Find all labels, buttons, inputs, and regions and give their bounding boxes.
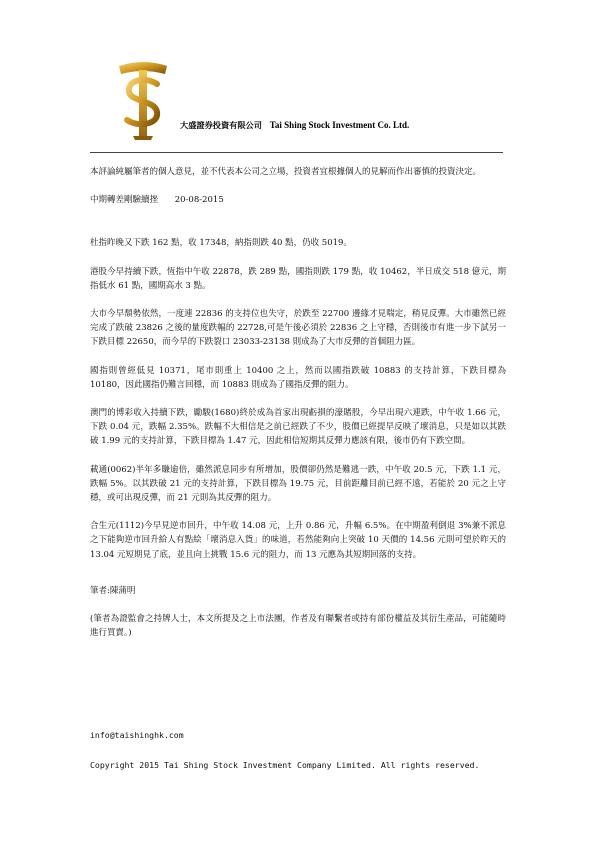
paragraph-dow: 杜指昨晚又下跌 162 點，收 17348，納指則跌 40 點，仍收 5019。 — [90, 238, 352, 249]
disclaimer-top: 本評論純屬筆者的個人意見，並不代表本公司之立場，投資者宜根據個人的見解而作出審慎的投資決定。 — [90, 167, 482, 177]
paragraph-kmb: 載通(0062)半年多賺逾倍，雖然派息同步有所增加，股價卻仍然是難逃一跌，中午收 20.5 元，下跌 1.1 元，跌幅 5%。以其跌破 21 元的支持計算，下跌目標為 19.75 元，目前距離目前已經不遠，若能於 20 元之上守穩，或可出現反彈，而 21 元則為其反彈的阻力。 — [90, 464, 506, 504]
article-date: 20-08-2015 — [174, 195, 224, 206]
author-line: 筆者:陳蒲明 — [90, 585, 136, 596]
article-body — [90, 165, 506, 654]
paragraph-biostime: 合生元(1112)今早見逆市回升，中午收 14.08 元，上升 0.86 元，升幅 6.5%。在中期盈利倒退 3%兼不派息之下能夠逆市回升給人有點絵「壞消息入貨」的味道，若然能夠向上突破 10 天價的 14.56 元則可望於昨天的 13.04 元短期見了底，並且向上挑戰 15.6 元的阻力，而 13 元應為其短期回落的支持。 — [90, 521, 506, 560]
contact-email[interactable]: info@taishinghk.com — [90, 730, 184, 740]
company-name-en: Tai Shing Stock Investment Co. Ltd. — [269, 120, 410, 130]
article-heading — [90, 193, 506, 207]
paragraph-hsi-midday: 港股今早持續下跌，恆指中午收 22878，跌 289 點，國指則跌 179 點，收 10462，半日成交 518 億元，期指低水 61 點，國期高水 3 點。 — [90, 266, 506, 291]
company-logo — [117, 60, 169, 142]
disclosure-note: (筆者為證監會之持牌人士，本文所提及之上市法團，作者及有聯繫者或持有部份權益及其衍生產品，可能隨時進行買賣。) — [90, 614, 506, 639]
company-name — [180, 120, 409, 131]
company-name-zh: 大盛證券投資有限公司 — [180, 120, 262, 130]
copyright-notice: Copyright 2015 Tai Shing Stock Investment Company Limited. All rights reserved. — [90, 760, 480, 770]
paragraph-hscei: 國指則曾經低見 10371，尾市則重上 10400 之上，然而以國指跌破 10883 的支持計算，下跌目標為 10180，因此國指仍難言回穩，而 10883 則成為了國指反彈的阻力。 — [90, 365, 506, 390]
article-title: 中期轉差剛驗續挫 — [90, 195, 159, 206]
footer — [90, 728, 510, 772]
header-divider — [90, 152, 503, 153]
ts-logo-icon — [117, 60, 169, 142]
paragraph-market-trend: 大市今早頹勢依然，一度連 22836 的支持位也失守，於跌至 22700 邊緣才見喘定，稍見反彈。大市雖然已經完成了跌破 23826 之後的量度跌幅的 22728,可是午後必須於 22836 之上守穩，否則後市有進一步下試另一下跌目標 22650，而今早的下跌裂口 23033-23138 則成為了大市反彈的首個阻力區。 — [90, 309, 506, 348]
paragraph-macau-legend: 澳門的博彩收入持續下跌，勵駿(1680)終於成為首家出現虧損的濠賭股，今早出現六連跌，中午收 1.66 元，下跌 0.04 元，跌幅 2.35%。跌幅不大相信是之前已經跌了不少，股價已經提早反映了壞消息，只是如以其跌破 1.99 元的支持計算，下跌目標為 1.47 元，因此相信短期其反彈力應該有限，後市仍有下跌空間。 — [90, 408, 506, 447]
